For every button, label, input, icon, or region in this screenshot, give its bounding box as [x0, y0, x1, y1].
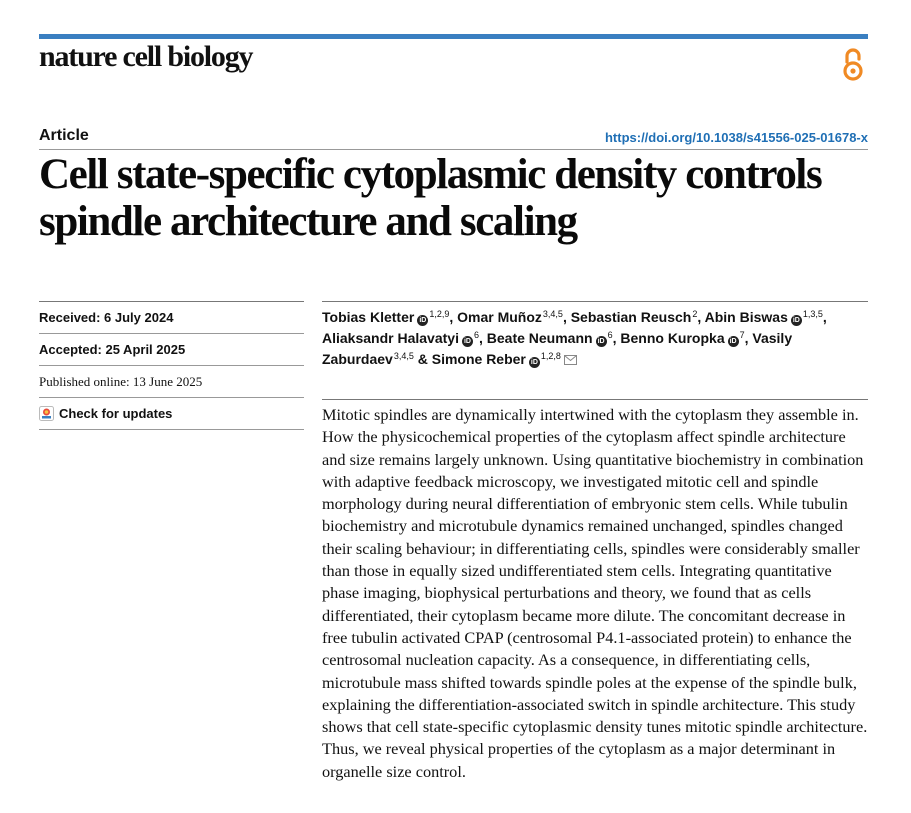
author-name[interactable]: Simone Reber [431, 351, 526, 367]
author-name[interactable]: Benno Kuropka [620, 330, 725, 346]
author-entry [705, 309, 827, 325]
doi-link[interactable]: https://doi.org/10.1038/s41556-025-01678-x [604, 130, 868, 145]
author-name[interactable]: Abin Biswas [704, 309, 788, 325]
author-list [322, 307, 868, 370]
author-name[interactable]: Vasily Zaburdaev [322, 330, 793, 367]
author-entry [457, 309, 571, 325]
author-entry [432, 351, 577, 367]
article-history [39, 302, 304, 430]
orcid-icon[interactable]: iD [792, 317, 800, 324]
author-separator: , [744, 330, 753, 346]
orcid-icon[interactable]: iD [463, 338, 471, 345]
accepted-date: Accepted: 25 April 2025 [39, 334, 304, 366]
check-for-updates-icon [39, 406, 54, 421]
published-date: Published online: 13 June 2025 [39, 366, 304, 398]
author-entry [620, 330, 752, 346]
author-entry [571, 309, 705, 325]
email-icon[interactable] [564, 355, 577, 365]
received-date: Received: 6 July 2024 [39, 302, 304, 334]
author-entry [322, 309, 457, 325]
author-name[interactable]: Omar Muñoz [457, 309, 542, 325]
author-affiliations: 2 [692, 309, 698, 319]
article-title: Cell state-specific cytoplasmic density controls spindle architecture and scaling [39, 151, 822, 245]
author-entry [322, 330, 487, 346]
author-affiliations: 7 [739, 330, 745, 340]
abstract: Mitotic spindles are dynamically intertwined with the cytoplasm they assemble in. How the physicochemical properties of the cytoplasm affect spindle architecture and size remains largely unknown. Using quantitative biochemistry in combination with adaptive feedback microscopy, we investigated mitotic cell and spindle morphology during neural differentiation of embryonic stem cells. While tubulin biochemistry and microtubule dynamics remained unchanged, spindles changed their scaling behaviour; in differentiating cells, spindles were considerably smaller than those in equally sized undifferentiated stem cells. Integrating quantitative phase imaging, biophysical perturbations and theory, we found that as cells differentiated, their cytoplasm became more dilute. The concomitant decrease in free tubulin activated CPAP (centrosomal P4.1-associated protein) to enhance the centrosomal nucleation capacity. As a consequence, in differentiating cells, microtubule mass shifted towards spindle poles at the expense of the spindle bulk, explaining the differentiation-associated switch in spindle architecture. This study shows that cell state-specific cytoplasmic density tunes mitotic spindle architecture. Thus, we reveal physical properties of the cytoplasm as a major determinant in organelle size control. [322, 405, 868, 781]
journal-accent-bar [39, 34, 868, 39]
author-entry [487, 330, 621, 346]
author-separator: , [612, 330, 621, 346]
orcid-icon[interactable]: iD [729, 338, 737, 345]
author-affiliations: 1,2,9 [429, 309, 450, 319]
author-separator: , [449, 309, 458, 325]
author-affiliations: 1,3,5 [802, 309, 823, 319]
author-name[interactable]: Beate Neumann [486, 330, 593, 346]
orcid-icon[interactable]: iD [530, 359, 538, 366]
authors-top-divider [322, 301, 868, 302]
orcid-icon[interactable]: iD [419, 317, 427, 324]
author-affiliations: 3,4,5 [393, 351, 414, 361]
orcid-icon[interactable]: iD [597, 338, 605, 345]
author-separator: , [478, 330, 487, 346]
abstract-divider [322, 399, 868, 400]
author-affiliations: 1,2,8 [540, 351, 561, 361]
open-access-icon[interactable] [840, 46, 866, 82]
check-for-updates-button[interactable]: Check for updates [39, 398, 304, 430]
article-type: Article [39, 127, 89, 144]
journal-name[interactable]: nature cell biology [39, 40, 253, 73]
author-separator: , [562, 309, 571, 325]
author-affiliations: 6 [473, 330, 479, 340]
header-divider [39, 149, 868, 150]
author-separator: & [413, 351, 432, 367]
author-name[interactable]: Tobias Kletter [322, 309, 415, 325]
author-name[interactable]: Aliaksandr Halavatyi [322, 330, 459, 346]
author-separator: , [822, 309, 827, 325]
author-name[interactable]: Sebastian Reusch [570, 309, 692, 325]
author-affiliations: 3,4,5 [542, 309, 563, 319]
author-affiliations: 6 [607, 330, 613, 340]
author-separator: , [697, 309, 705, 325]
